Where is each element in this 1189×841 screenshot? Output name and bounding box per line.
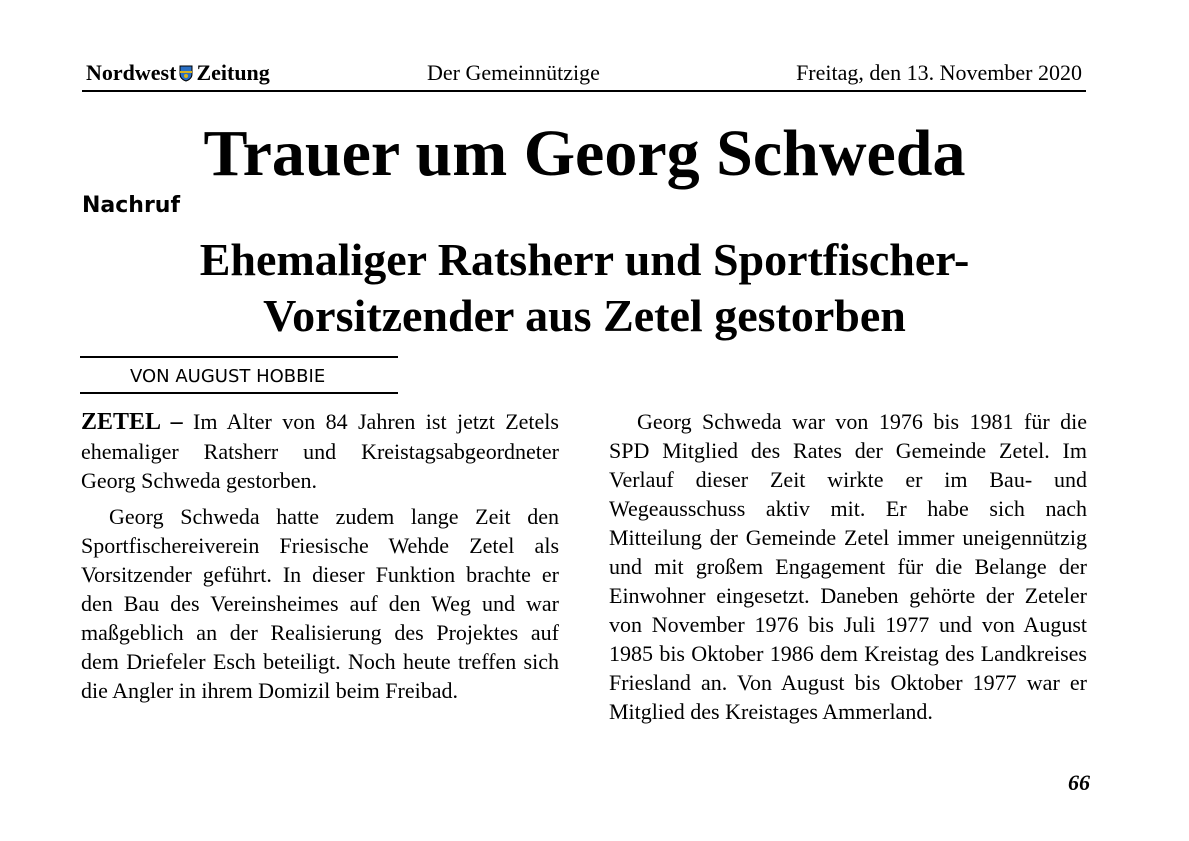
article-subtitle bbox=[0, 232, 1169, 344]
article-column-left bbox=[81, 407, 559, 705]
article-title: Trauer um Georg Schweda bbox=[203, 117, 966, 190]
paragraph-3: Georg Schweda war von 1976 bis 1981 für die SPD Mitglied des Rates der Gemeinde Zetel. Im Verlauf dieser Zeit wirkte er im Bau- und Wegeausschuss aktiv mit. Er habe sich nach Mitteilung der Gemeinde Zetel immer uneigennützig und mit großem Engagement für die Belange der Einwohner eingesetzt. Daneben gehörte der Zeteler von November 1976 bis Juli 1977 und von August 1985 bis Oktober 1986 dem Kreistag des Landkreises Friesland an. Von August bis Oktober 1977 war er Mitglied des Kreistages Ammerland. bbox=[609, 409, 1087, 724]
subtitle-line-2: Vorsitzender aus Zetel gestorben bbox=[263, 290, 906, 341]
subtitle-line-1: Ehemaliger Ratsherr und Sportfischer- bbox=[199, 234, 970, 285]
masthead-left: Nordwest bbox=[86, 60, 177, 85]
article-kicker: Nachruf bbox=[82, 193, 181, 218]
coat-of-arms-icon bbox=[179, 62, 193, 88]
article-column-right bbox=[609, 407, 1087, 726]
byline bbox=[80, 356, 398, 394]
masthead-right: Zeitung bbox=[196, 60, 270, 85]
supplement-title: Der Gemeinnützige bbox=[427, 60, 600, 85]
paragraph-2: Georg Schweda hatte zudem lange Zeit den Sportfischereiverein Friesische Wehde Zetel als Vorsitzender geführt. In dieser Funktion brachte er den Bau des Vereinsheimes auf den Weg und war maßgeblich an der Realisierung des Projektes auf dem Driefeler Esch beteiligt. Noch heute treffen sich die Angler in ihrem Domizil beim Freibad. bbox=[81, 504, 559, 703]
issue-date: Freitag, den 13. November 2020 bbox=[796, 60, 1082, 85]
city-dateline: ZETEL – bbox=[81, 409, 183, 435]
byline-author: VON AUGUST HOBBIE bbox=[130, 366, 326, 387]
page-number: 66 bbox=[1068, 770, 1090, 795]
newspaper-masthead bbox=[86, 60, 270, 88]
paragraph-1-text: Im Alter von 84 Jahren ist jetzt Zetels ehemaliger Ratsherr und Kreistagsabgeordneter Georg Schweda gestorben. bbox=[81, 409, 559, 493]
paragraph-1 bbox=[81, 407, 559, 495]
page-header bbox=[82, 58, 1086, 92]
